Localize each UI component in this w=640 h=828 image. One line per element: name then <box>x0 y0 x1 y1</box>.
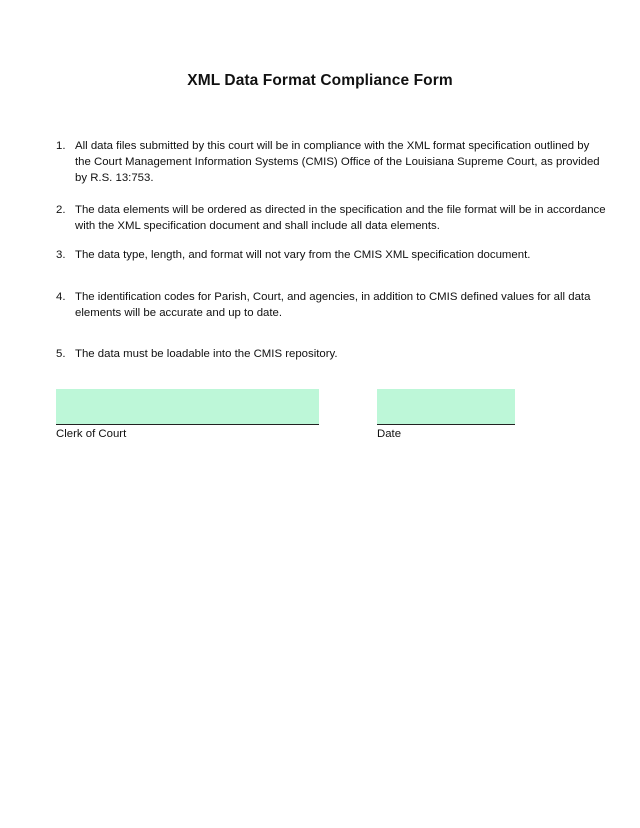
clerk-of-court-label: Clerk of Court <box>56 428 127 440</box>
item-number: 2. <box>56 204 66 216</box>
item-text: The identification codes for Parish, Court, and agencies, in addition to CMIS defined values for all data elements will be accurate and up to date. <box>75 291 591 319</box>
item-number: 3. <box>56 249 66 261</box>
item-number: 5. <box>56 348 66 360</box>
list-item <box>56 346 623 362</box>
list-item <box>56 247 623 263</box>
list-item <box>56 202 623 234</box>
date-field[interactable] <box>377 389 515 425</box>
item-number: 4. <box>56 291 66 303</box>
item-text: All data files submitted by this court will be in compliance with the XML format specification outlined by the Court Management Information Systems (CMIS) Office of the Louisiana Supreme Court, as provided by R.S. 13:753. <box>75 140 600 184</box>
item-text: The data elements will be ordered as directed in the specification and the file format will be in accordance with the XML specification document and shall include all data elements. <box>75 204 606 232</box>
clerk-of-court-field[interactable] <box>56 389 319 425</box>
item-text: The data must be loadable into the CMIS repository. <box>75 348 338 360</box>
page-title: XML Data Format Compliance Form <box>187 72 453 89</box>
date-label: Date <box>377 428 402 440</box>
compliance-list <box>56 138 606 360</box>
item-number: 1. <box>56 140 66 152</box>
list-item <box>56 289 623 321</box>
item-text: The data type, length, and format will not vary from the CMIS XML specification document. <box>75 249 531 261</box>
list-item <box>56 138 604 186</box>
